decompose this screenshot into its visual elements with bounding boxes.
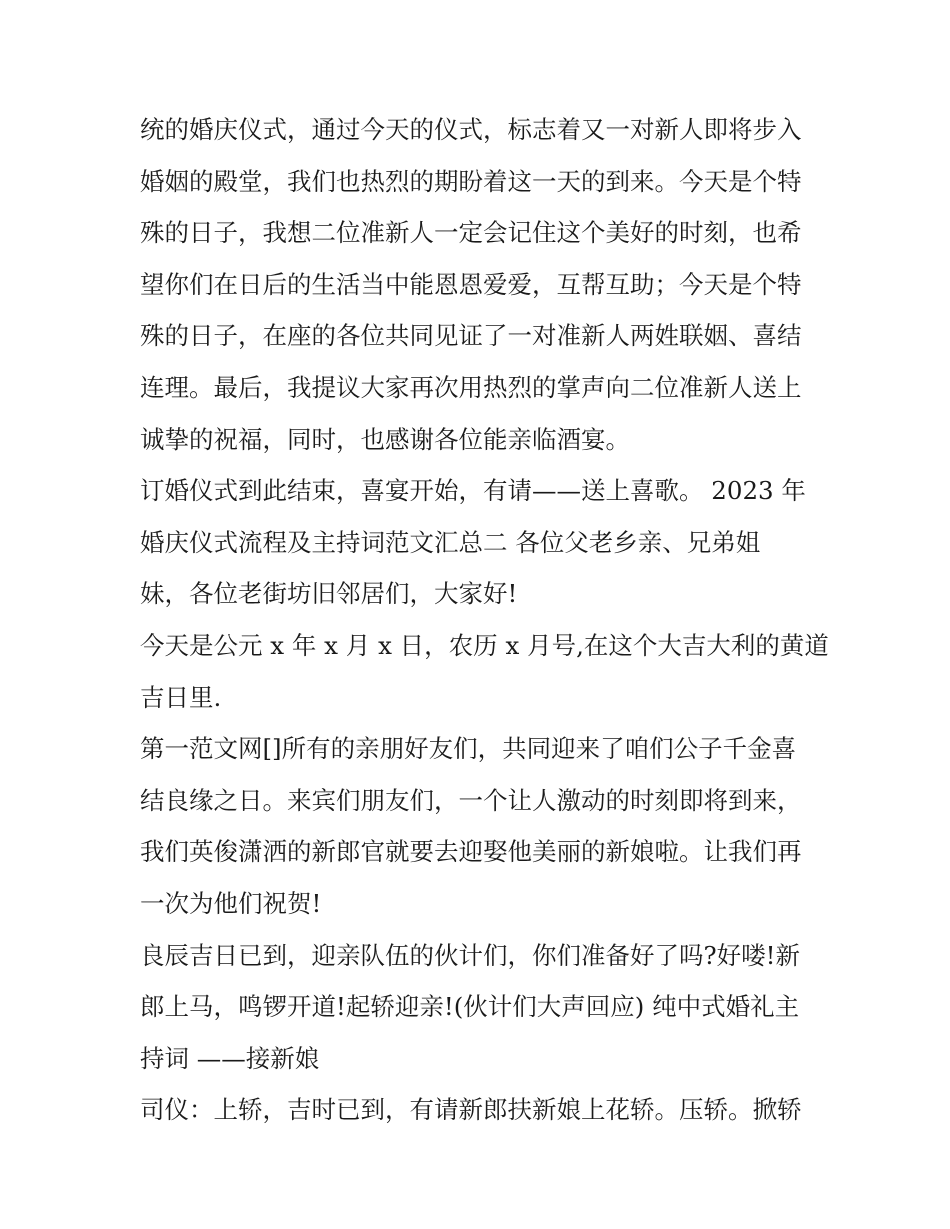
text-line: 诚挚的祝福，同时，也感谢各位能亲临酒宴。 xyxy=(140,424,630,454)
text-line: 订婚仪式到此结束，喜宴开始，有请——送上喜歌。 2023 年 xyxy=(140,476,806,506)
text-line: 今天是公元 x 年 x 月 x 日，农历 x 月号,在这个大吉大利的黄道 xyxy=(140,630,829,660)
text-line: 婚庆仪式流程及主持词范文汇总二 各位父老乡亲、兄弟姐 xyxy=(140,527,761,557)
document-body xyxy=(140,104,829,1136)
text-line: 殊的日子，我想二位准新人一定会记住这个美好的时刻，也希 xyxy=(140,218,802,248)
text-line: 我们英俊潇洒的新郎官就要去迎娶他美丽的新娘啦。让我们再 xyxy=(140,837,802,867)
text-line: 良辰吉日已到，迎亲队伍的伙计们，你们准备好了吗?好喽!新 xyxy=(140,940,800,970)
text-line: 望你们在日后的生活当中能恩恩爱爱，互帮互助；今天是个特 xyxy=(140,269,802,299)
text-line: 连理。最后，我提议大家再次用热烈的掌声向二位准新人送上 xyxy=(140,372,802,402)
text-line: 第一范文网[]所有的亲朋好友们，共同迎来了咱们公子千金喜 xyxy=(140,734,797,764)
text-line: 一次为他们祝贺! xyxy=(140,888,322,918)
text-line: 吉日里. xyxy=(140,682,222,712)
text-line: 统的婚庆仪式，通过今天的仪式，标志着又一对新人即将步入 xyxy=(140,115,802,144)
text-line: 妹，各位老街坊旧邻居们，大家好! xyxy=(140,579,518,609)
text-line: 司仪：上轿，吉时已到，有请新郎扶新娘上花轿。压轿。掀轿 xyxy=(140,1095,802,1125)
text-line: 殊的日子，在座的各位共同见证了一对准新人两姓联姻、喜结 xyxy=(140,321,802,351)
text-line: 结良缘之日。来宾们朋友们，一个让人激动的时刻即将到来， xyxy=(140,785,802,815)
text-line: 郎上马，鸣锣开道!起轿迎亲!(伙计们大声回应) 纯中式婚礼主 xyxy=(140,992,800,1022)
text-line: 婚姻的殿堂，我们也热烈的期盼着这一天的到来。今天是个特 xyxy=(140,166,802,196)
text-line: 持词 ——接新娘 xyxy=(140,1043,320,1073)
